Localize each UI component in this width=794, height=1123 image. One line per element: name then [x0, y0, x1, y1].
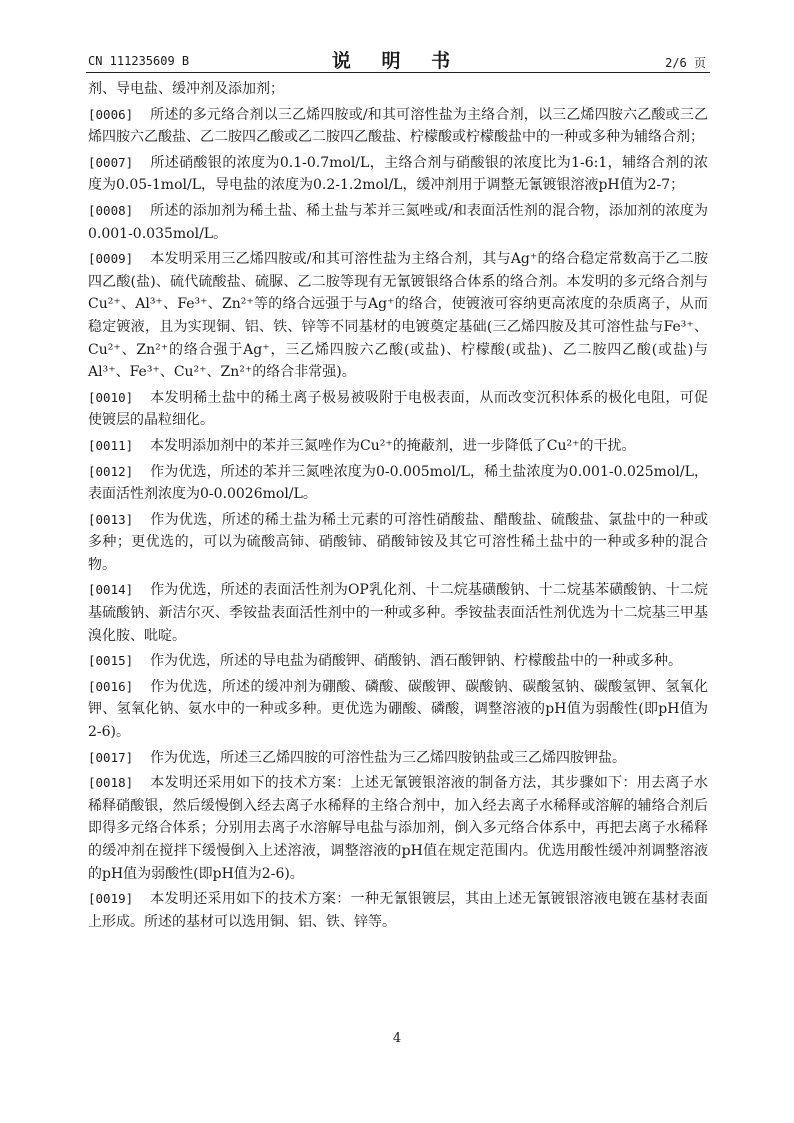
- paragraph-number: [0012]: [88, 463, 134, 479]
- page-indicator: 2/6 页: [665, 56, 706, 70]
- paragraph-text: 所述硝酸银的浓度为0.1-0.7mol/L，主络合剂与硝酸银的浓度比为1-6:1，辅络合剂的浓度为0.05-1mol/L，导电盐的浓度为0.2-1.2mol/L，缓冲剂用于调整无氰镀银溶液pH值为2-7；: [88, 154, 708, 194]
- paragraph: [88, 387, 708, 432]
- paragraph-text: 本发明添加剂中的苯并三氮唑作为Cu²⁺的掩蔽剂，进一步降低了Cu²⁺的干扰。: [150, 437, 636, 454]
- paragraph: [88, 772, 708, 885]
- document-body: [88, 78, 708, 936]
- paragraph: [88, 747, 708, 770]
- paragraph-text: 作为优选，所述的表面活性剂为OP乳化剂、十二烷基磺酸钠、十二烷基苯磺酸钠、十二烷基硫酸钠、新洁尔灭、季铵盐表面活性剂中的一种或多种。季铵盐表面活性剂优选为十二烷基三甲基溴化胺、吡啶。: [88, 582, 708, 644]
- paragraph-text: 作为优选，所述三乙烯四胺的可溶性盐为三乙烯四胺钠盐或三乙烯四胺钾盐。: [150, 749, 626, 766]
- page-title: 说 明 书: [331, 50, 463, 72]
- paragraph-number: [0014]: [88, 582, 134, 598]
- paragraph: [88, 200, 708, 245]
- paragraph-text: 本发明还采用如下的技术方案：一种无氰银镀层，其由上述无氰镀银溶液电镀在基材表面上形成。所述的基材可以选用铜、铝、铁、锌等。: [88, 891, 708, 930]
- paragraph-number: [0007]: [88, 154, 134, 170]
- paragraph: [88, 78, 708, 101]
- paragraph-number: [0015]: [88, 653, 134, 669]
- paragraph-number: [0011]: [88, 437, 134, 453]
- paragraph-text: 剂、导电盐、缓冲剂及添加剂；: [88, 81, 284, 97]
- paragraph: [88, 676, 708, 744]
- paragraph-number: [0017]: [88, 749, 134, 765]
- paragraph-text: 本发明采用三乙烯四胺或/和其可溶性盐为主络合剂，其与Ag⁺的络合稳定常数高于乙二胺四乙酸(盐)、硫代硫酸盐、硫脲、乙二胺等现有无氰镀银络合体系的络合剂。本发明的多元络合剂与Cu²⁺、Al³⁺、Fe³⁺、Zn²⁺等的络合远强于与Ag⁺的络合，使镀液可容纳更高浓度的杂质离子，从而稳定镀液，且为实现铜、铝、铁、锌等不同基材的电镀奠定基础(三乙烯四胺及其可溶性盐与Fe³⁺、Cu²⁺、Zn²⁺的络合强于Ag⁺，三乙烯四胺六乙酸(或盐)、柠檬酸(或盐)、乙二胺四乙酸(或盐)与Al³⁺、Fe³⁺、Cu²⁺、Zn²⁺的络合非常强)。: [88, 251, 708, 381]
- paragraph-text: 所述的添加剂为稀土盐、稀土盐与苯并三氮唑或/和表面活性剂的混合物，添加剂的浓度为0.001-0.035mol/L。: [88, 202, 708, 242]
- paragraph: [88, 579, 708, 647]
- paragraph-number: [0009]: [88, 251, 134, 267]
- paragraph-text: 本发明稀土盐中的稀土离子极易被吸附于电极表面，从而改变沉积体系的极化电阻，可促使镀层的晶粒细化。: [88, 389, 708, 429]
- paragraph-number: [0018]: [88, 775, 134, 791]
- page-number: 4: [392, 1031, 402, 1046]
- paragraph-text: 作为优选，所述的导电盐为硝酸钾、硝酸钠、酒石酸钾钠、柠檬酸盐中的一种或多种。: [150, 653, 682, 670]
- paragraph: [88, 888, 708, 933]
- paragraph-text: 作为优选，所述的稀土盐为稀土元素的可溶性硝酸盐、醋酸盐、硫酸盐、氯盐中的一种或多种；更优选的，可以为硫酸高铈、硝酸铈、硝酸铈铵及其它可溶性稀土盐中的一种或多种的混合物。: [88, 511, 708, 573]
- paragraph-number: [0019]: [88, 891, 134, 907]
- paragraph: [88, 461, 708, 506]
- paragraph-text: 所述的多元络合剂以三乙烯四胺或/和其可溶性盐为主络合剂，以三乙烯四胺六乙酸或三乙烯四胺六乙酸盐、乙二胺四乙酸或乙二胺四乙酸盐、柠檬酸或柠檬酸盐中的一种或多种为辅络合剂；: [88, 106, 708, 146]
- patent-number: CN 111235609 B: [88, 54, 190, 68]
- paragraph-number: [0013]: [88, 511, 134, 527]
- paragraph: [88, 104, 708, 149]
- paragraph: [88, 248, 708, 384]
- header-divider: [86, 72, 710, 73]
- paragraph-text: 作为优选，所述的苯并三氮唑浓度为0-0.005mol/L，稀土盐浓度为0.001-0.025mol/L，表面活性剂浓度为0-0.0026mol/L。: [88, 463, 708, 503]
- paragraph-text: 作为优选，所述的缓冲剂为硼酸、磷酸、碳酸钾、碳酸钠、碳酸氢钠、碳酸氢钾、氢氧化钾、氢氧化钠、氨水中的一种或多种。更优选为硼酸、磷酸，调整溶液的pH值为弱酸性(即pH值为2-6)。: [88, 678, 708, 741]
- paragraph-number: [0006]: [88, 106, 134, 122]
- paragraph-text: 本发明还采用如下的技术方案：上述无氰镀银溶液的制备方法，其步骤如下：用去离子水稀释硝酸银，然后缓慢倒入经去离子水稀释的主络合剂中，加入经去离子水稀释或溶解的辅络合剂后即得多元络合体系；分别用去离子水溶解导电盐与添加剂，倒入多元络合体系中，再把去离子水稀释的缓冲剂在搅拌下缓慢倒入上述溶液，调整溶液的pH值在规定范围内。优选用酸性缓冲剂调整溶液的pH值为弱酸性(即pH值为2-6)。: [88, 775, 708, 882]
- paragraph-number: [0016]: [88, 678, 134, 694]
- paragraph: [88, 152, 708, 197]
- paragraph: [88, 509, 708, 577]
- paragraph-number: [0010]: [88, 389, 134, 405]
- paragraph: [88, 435, 708, 458]
- paragraph-number: [0008]: [88, 202, 134, 218]
- paragraph: [88, 650, 708, 673]
